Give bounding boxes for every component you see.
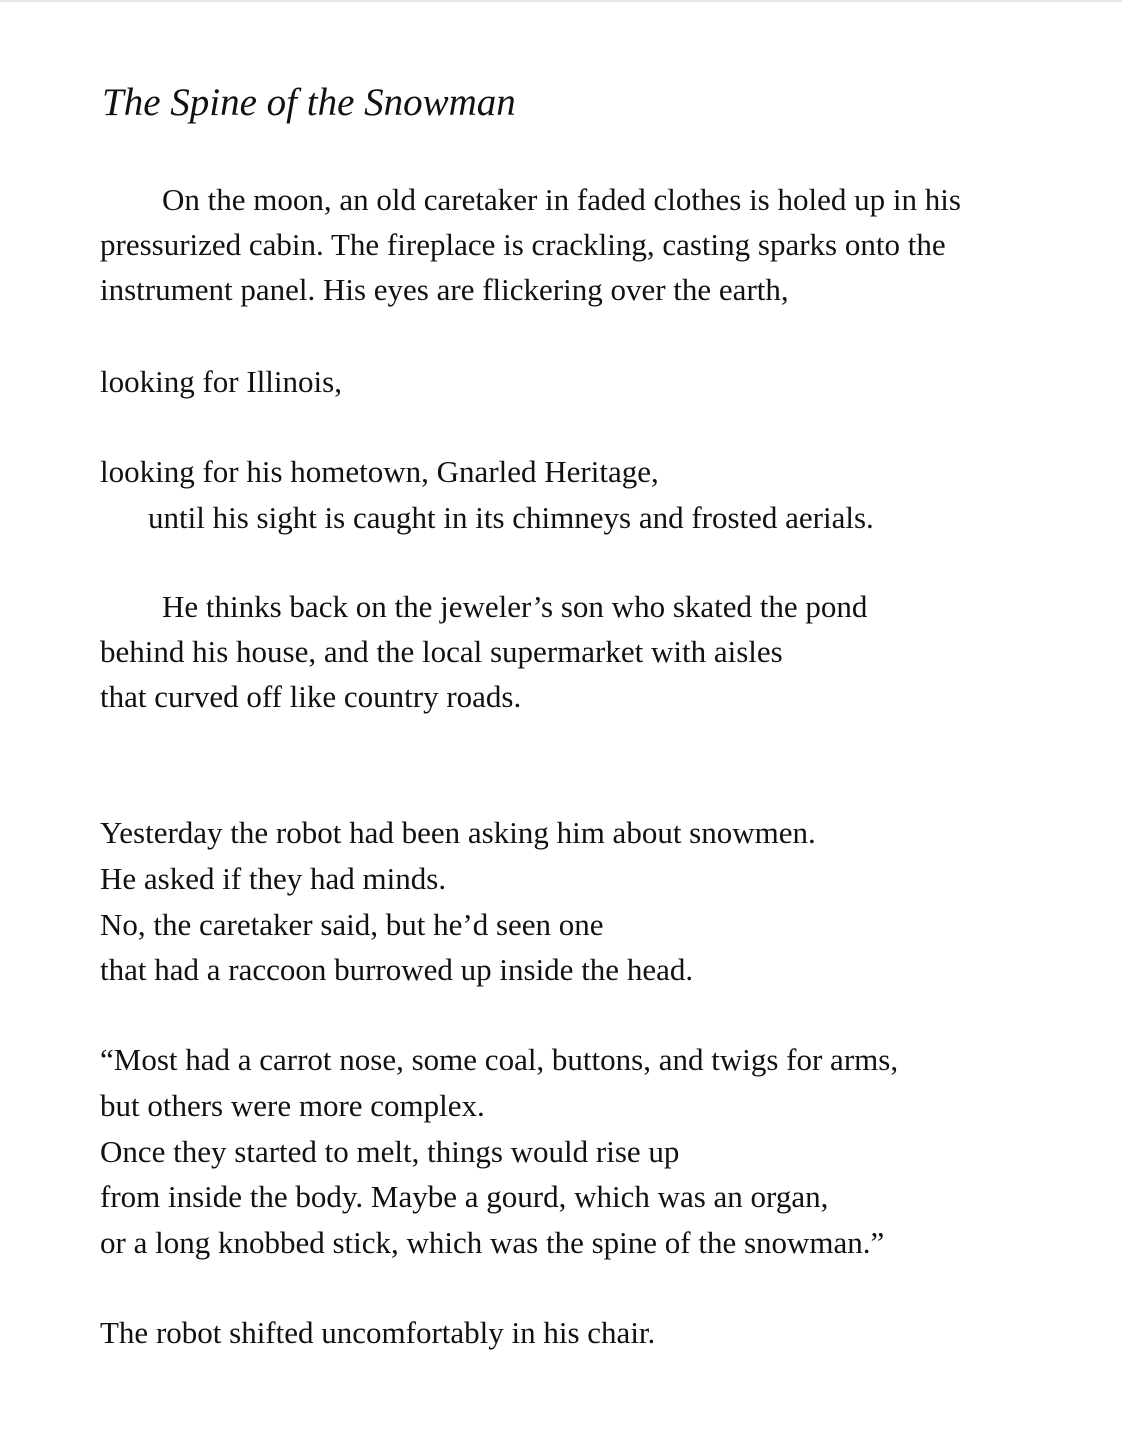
poem-line: Once they started to melt, things would rise up: [100, 1134, 680, 1169]
poem-line: or a long knobbed stick, which was the spine of the snowman.”: [100, 1225, 885, 1260]
poem-line: until his sight is caught in its chimneys and frosted aerials.: [148, 500, 874, 535]
poem-title: The Spine of the Snowman: [102, 81, 516, 124]
poem-line: looking for his hometown, Gnarled Heritage,: [100, 454, 659, 489]
poem-line: No, the caretaker said, but he’d seen one: [100, 907, 604, 942]
poem-line: looking for Illinois,: [100, 364, 342, 399]
poem-line: On the moon, an old caretaker in faded clothes is holed up in his: [162, 182, 961, 217]
poem-line: He thinks back on the jeweler’s son who skated the pond: [162, 589, 868, 624]
poem-line: The robot shifted uncomfortably in his chair.: [100, 1315, 656, 1350]
poem-line: Yesterday the robot had been asking him about snowmen.: [100, 815, 816, 850]
poem-line: behind his house, and the local supermarket with aisles: [100, 634, 783, 669]
page-top-border: [0, 0, 1122, 2]
poem-line: from inside the body. Maybe a gourd, which was an organ,: [100, 1179, 829, 1214]
poem-line: instrument panel. His eyes are flickering over the earth,: [100, 272, 789, 307]
poem-line: pressurized cabin. The fireplace is crackling, casting sparks onto the: [100, 227, 946, 262]
poem-line: but others were more complex.: [100, 1088, 485, 1123]
poem-line: that had a raccoon burrowed up inside the head.: [100, 952, 694, 987]
poem-line: He asked if they had minds.: [100, 861, 447, 896]
poem-line: “Most had a carrot nose, some coal, buttons, and twigs for arms,: [100, 1042, 899, 1077]
poem-line: that curved off like country roads.: [100, 679, 522, 714]
